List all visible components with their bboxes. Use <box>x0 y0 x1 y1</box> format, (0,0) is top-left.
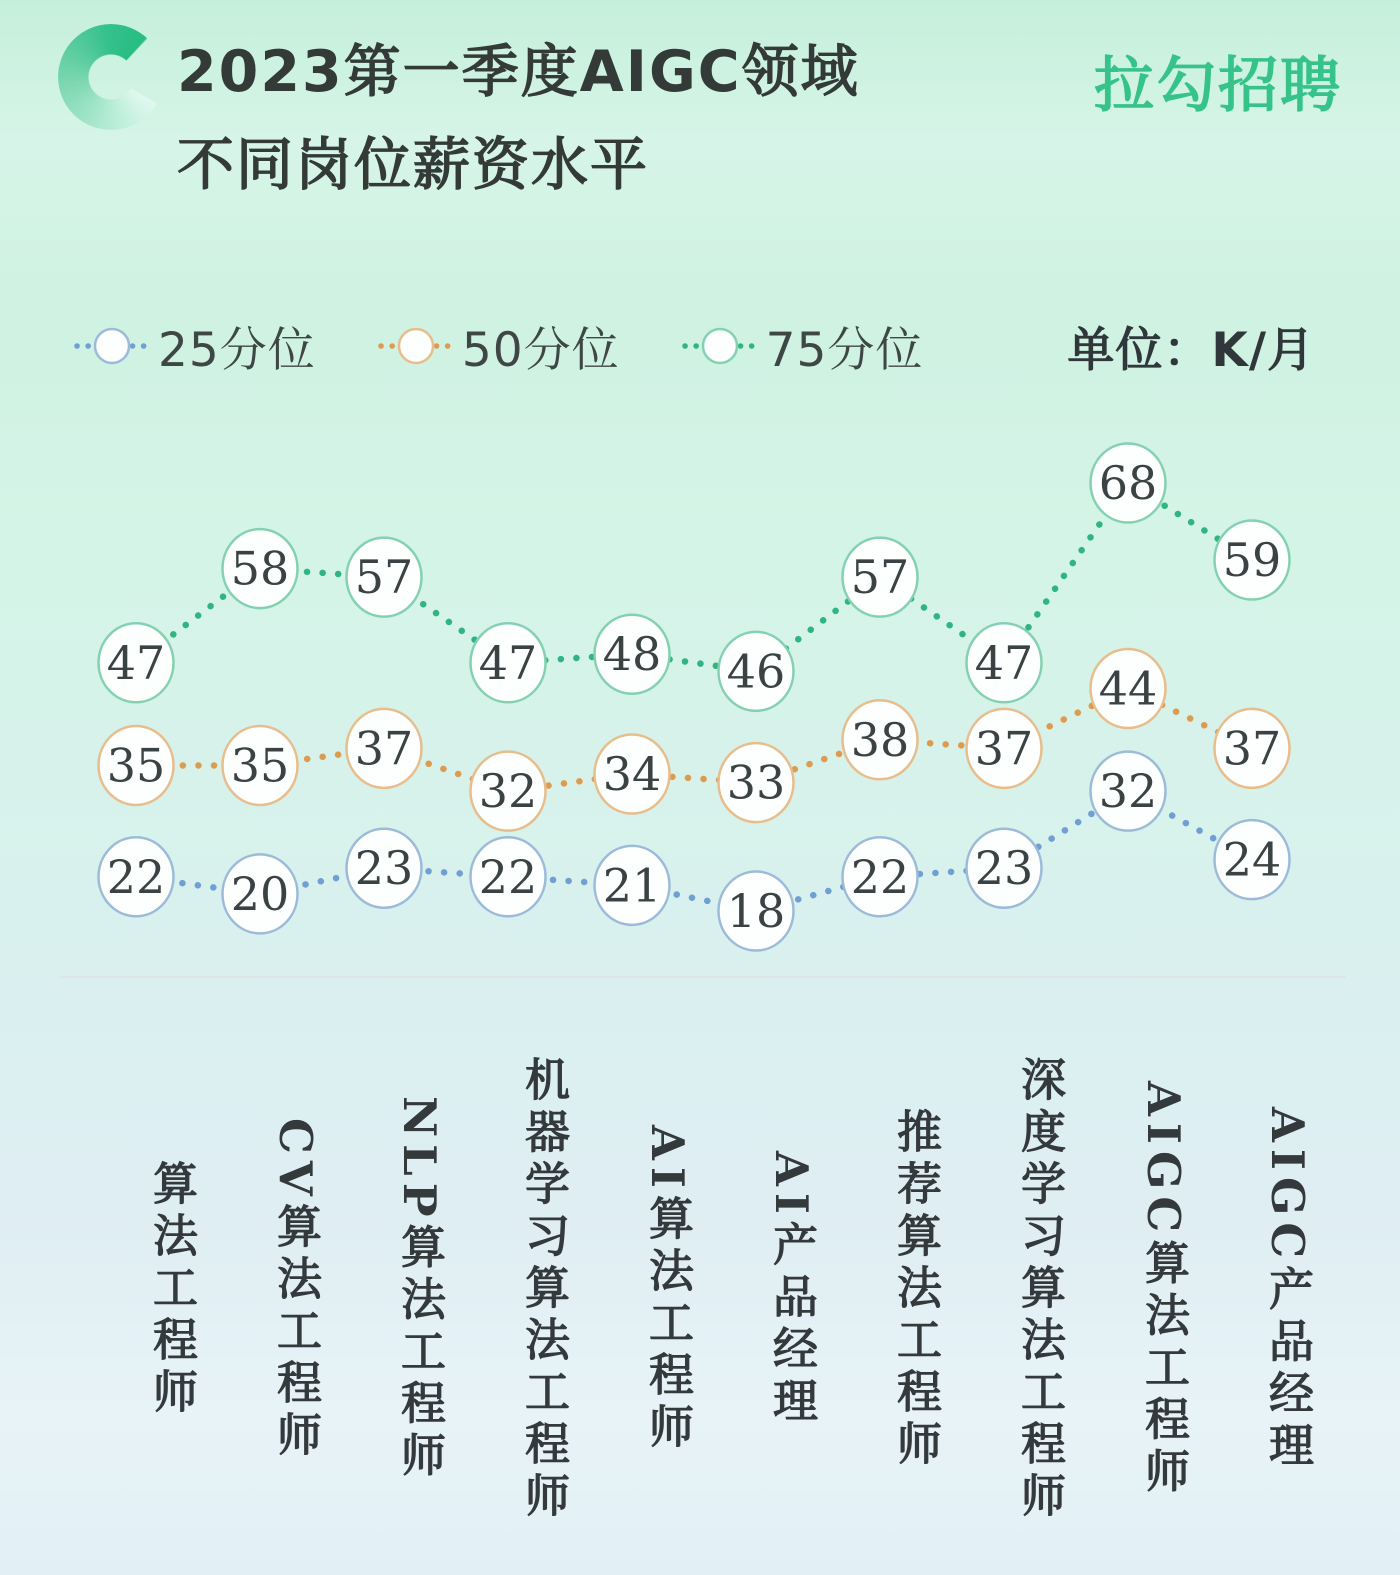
data-point-value: 57 <box>850 550 910 605</box>
category-label-AIGC算法工程师: AIGC算法工程师 <box>1137 1080 1190 1500</box>
data-point-value: 34 <box>602 747 662 802</box>
data-point-value: 22 <box>106 849 166 904</box>
data-point-value: 57 <box>354 550 414 605</box>
data-point-value: 32 <box>1098 764 1158 819</box>
legend-label: 75分位 <box>765 322 924 378</box>
data-point-value: 48 <box>602 627 662 682</box>
category-label-深度学习算法工程师: 深度学习算法工程师 <box>1013 1056 1066 1524</box>
data-point-75分位-AI算法工程师 <box>595 615 670 694</box>
category-label-AIGC产品经理: AIGC产品经理 <box>1261 1106 1314 1474</box>
data-point-value: 33 <box>726 755 786 810</box>
data-point-value: 24 <box>1222 832 1282 887</box>
data-point-50分位-机器学习算法工程师 <box>471 752 546 831</box>
data-point-value: 20 <box>230 866 290 921</box>
data-point-50分位-推荐算法工程师 <box>843 700 918 779</box>
series-line-25分位 <box>136 791 1252 911</box>
data-point-75分位-推荐算法工程师 <box>843 538 918 617</box>
data-point-value: 22 <box>478 849 538 904</box>
data-point-value: 22 <box>850 849 910 904</box>
brand-name: 拉勾招聘 <box>1094 51 1342 121</box>
data-point-value: 35 <box>230 738 290 793</box>
axis-separator-line <box>60 976 1346 978</box>
data-point-value: 59 <box>1222 533 1282 588</box>
data-point-value: 38 <box>850 712 910 767</box>
data-point-value: 68 <box>1098 456 1158 510</box>
category-label-算法工程师: 算法工程师 <box>145 1160 198 1420</box>
data-point-25分位-CV算法工程师 <box>223 854 298 933</box>
page-title-line2: 不同岗位薪资水平 <box>177 131 649 198</box>
data-point-25分位-AI产品经理 <box>719 872 794 951</box>
data-point-25分位-推荐算法工程师 <box>843 837 918 916</box>
data-point-25分位-深度学习算法工程师 <box>967 829 1042 908</box>
data-point-25分位-AI算法工程师 <box>595 846 670 925</box>
data-point-75分位-NLP算法工程师 <box>347 538 422 617</box>
data-point-value: 47 <box>106 635 166 690</box>
legend-label: 50分位 <box>461 322 620 378</box>
series-line-75分位 <box>136 483 1252 671</box>
data-point-25分位-机器学习算法工程师 <box>471 837 546 916</box>
data-point-50分位-深度学习算法工程师 <box>967 709 1042 788</box>
data-point-50分位-NLP算法工程师 <box>347 709 422 788</box>
category-label-AI产品经理: AI产品经理 <box>765 1151 818 1429</box>
data-point-value: 37 <box>974 721 1034 776</box>
unit-label: 单位：K/月 <box>1067 322 1315 378</box>
data-point-25分位-算法工程师 <box>99 837 174 916</box>
data-point-50分位-AIGC产品经理 <box>1215 709 1290 788</box>
category-label-推荐算法工程师: 推荐算法工程师 <box>889 1108 942 1472</box>
data-point-value: 21 <box>602 858 662 913</box>
data-point-25分位-AIGC算法工程师 <box>1091 752 1166 831</box>
data-point-75分位-算法工程师 <box>99 623 174 702</box>
data-point-value: 35 <box>106 738 166 793</box>
category-label-机器学习算法工程师: 机器学习算法工程师 <box>517 1056 570 1524</box>
data-point-75分位-CV算法工程师 <box>223 529 298 608</box>
data-point-value: 37 <box>1222 721 1282 776</box>
category-label-AI算法工程师: AI算法工程师 <box>641 1125 694 1455</box>
data-point-value: 58 <box>230 541 290 596</box>
category-label-NLP算法工程师: NLP算法工程师 <box>393 1096 446 1484</box>
page-title-line1: 2023第一季度AIGC领域 <box>177 39 860 105</box>
data-point-75分位-AIGC产品经理 <box>1215 521 1290 600</box>
data-point-50分位-AI产品经理 <box>719 743 794 822</box>
data-point-75分位-机器学习算法工程师 <box>471 623 546 702</box>
data-point-50分位-算法工程师 <box>99 726 174 805</box>
data-point-value: 47 <box>974 635 1034 690</box>
data-point-50分位-AIGC算法工程师 <box>1091 649 1166 728</box>
data-point-25分位-AIGC产品经理 <box>1215 820 1290 899</box>
data-point-value: 23 <box>354 841 414 896</box>
data-point-50分位-AI算法工程师 <box>595 735 670 814</box>
data-point-75分位-AIGC算法工程师 <box>1091 444 1166 523</box>
data-point-value: 46 <box>726 644 786 699</box>
data-point-value: 44 <box>1098 661 1158 716</box>
data-point-value: 32 <box>478 764 538 819</box>
data-point-value: 23 <box>974 841 1034 896</box>
data-point-50分位-CV算法工程师 <box>223 726 298 805</box>
category-label-CV算法工程师: CV算法工程师 <box>269 1117 322 1463</box>
series-line-50分位 <box>136 688 1252 791</box>
data-point-value: 37 <box>354 721 414 776</box>
legend-label: 25分位 <box>158 322 316 378</box>
data-point-75分位-深度学习算法工程师 <box>967 623 1042 702</box>
data-point-75分位-AI产品经理 <box>719 632 794 711</box>
data-point-25分位-NLP算法工程师 <box>347 829 422 908</box>
data-point-value: 18 <box>726 884 786 938</box>
data-point-value: 47 <box>478 635 538 690</box>
